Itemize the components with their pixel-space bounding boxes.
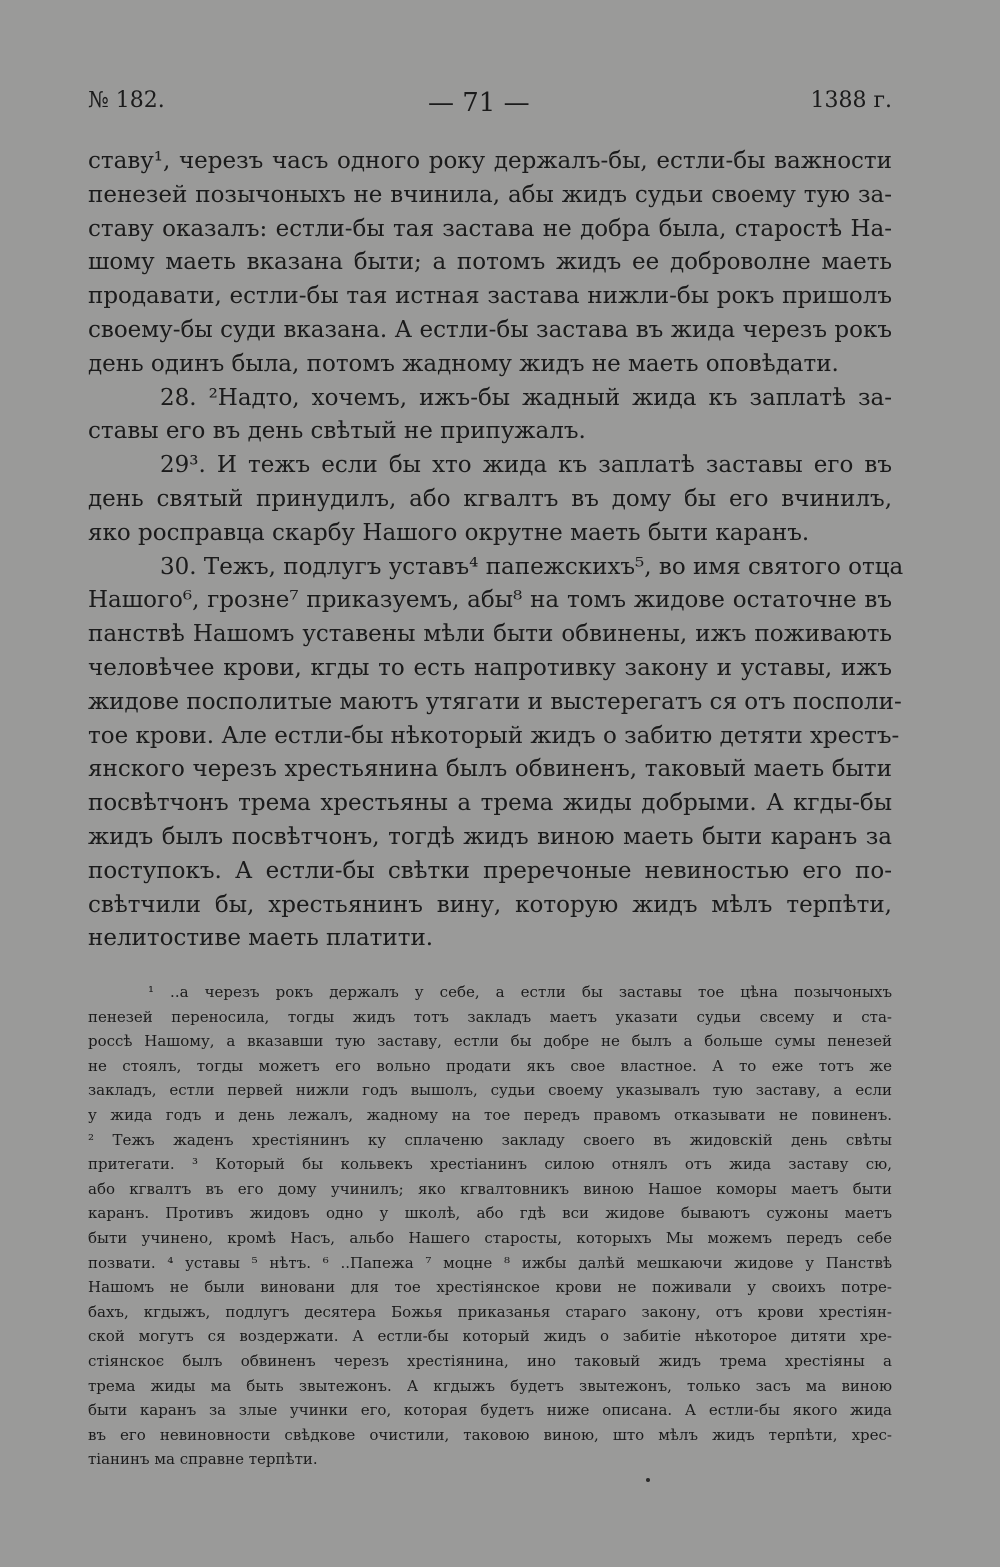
text-line: поступокъ. А естли-бы свѣтки преречоные невиностью его по- [88,857,892,884]
footnote-line: быти учинено, кромѣ Насъ, альбо Нашего старосты, которыхъ Мы можемъ передъ себе [88,1228,892,1247]
text-line: посвѣтчонъ трема хрестьяны а трема жиды добрыми. А кгды-бы [88,790,892,817]
text-line: 28. ²Надто, хочемъ, ижъ-бы жадный жида къ заплатѣ за- [160,384,892,411]
text-line: Нашого⁶, грозне⁷ приказуемъ, абы⁸ на томъ жидове остаточне въ [88,587,892,614]
footnote-line: стіянскоє былъ обвиненъ черезъ хрестіянина, ино таковый жидъ трема хрестіяны а [88,1351,892,1370]
text-line: жидъ былъ посвѣтчонъ, тогдѣ жидъ виною маеть быти каранъ за [88,823,892,850]
text-line: панствѣ Нашомъ уставены мѣли быти обвинены, ижъ поживають [88,621,892,648]
text-line: нелитостиве маеть платити. [88,925,434,952]
footnotes [88,980,892,1472]
text-line: ставы его въ день свѣтый не припужалъ. [88,418,586,445]
ink-dot [646,1478,650,1482]
text-line: ставу¹, черезъ часъ одного року держалъ-бы, естли-бы важности [88,148,892,174]
footnote-line: каранъ. Противъ жидовъ одно у школѣ, або гдѣ вси жидове бываютъ сужоны маетъ [88,1204,892,1223]
footnote-line: тіанинъ ма справне терпѣти. [88,1450,318,1469]
text-line: пенезей позычоныхъ не вчинила, абы жидъ судьи своему тую за- [88,181,892,208]
footnote-line: трема жиды ма быть звытежонъ. А кгдыжъ будетъ звытежонъ, только засъ ма виною [88,1376,892,1395]
footnote-line: ² Тежъ жаденъ хрестіянинъ ку сплаченю закладу своего въ жидовскій день свѣты [88,1130,892,1149]
text-line: тое крови. Але естли-бы нѣкоторый жидъ о забитю детяти хрестъ- [88,722,900,749]
footnote-line: не стоялъ, тогды можетъ его вольно продати якъ свое властное. А то еже тотъ же [88,1056,892,1075]
main-text [88,145,904,956]
footnote-line: ¹ ..а черезъ рокъ держалъ у себе, а естли бы заставы тое цѣна позычоныхъ [148,983,892,1001]
text-line: 29³. И тежъ если бы хто жида къ заплатѣ заставы его въ [160,452,892,479]
footnote-line: быти каранъ за злые учинки его, которая будетъ ниже описана. А естли-бы якого жида [88,1401,892,1420]
text-line: продавати, естли-бы тая истная застава нижли-бы рокъ пришолъ [88,283,892,310]
footnote-line: або кгвалтъ въ его дому учинилъ; яко кгвалтовникъ виною Нашое коморы маетъ быти [88,1179,892,1198]
page-number: — 71 — [428,88,530,118]
footnote-line: бахъ, кгдыжъ, подлугъ десятера Божья приказанья стараго закону, отъ крови хрестіян- [88,1302,892,1321]
text-line: янского черезъ хрестьянина былъ обвиненъ, таковый маеть быти [88,756,892,783]
text-line: день святый принудилъ, або кгвалтъ въ дому бы его вчинилъ, [88,485,892,512]
footnote-line: притегати. ³ Который бы кольвекъ хрестіанинъ силою отнялъ отъ жида заставу сю, [88,1155,892,1174]
footnote-line: въ его невиновности свѣдкове очистили, таковою виною, што мѣлъ жидъ терпѣти, хрес- [88,1425,892,1444]
text-line: 30. Тежъ, подлугъ уставъ⁴ папежскихъ⁵, во имя святого отца [160,553,904,580]
footnote-line: россѣ Нашому, а вказавши тую заставу, естли бы добре не былъ а больше сумы пенезей [88,1032,892,1051]
footnote-line: у жида годъ и день лежалъ, жадному на тое передъ правомъ отказывати не повиненъ. [88,1105,892,1124]
text-line: жидове посполитые маютъ утягати и выстерегатъ ся отъ посполи- [88,688,902,715]
page-header [88,88,892,118]
footnote-line: Нашомъ не были виновани для тое хрестіянское крови не поживали у своихъ потре- [88,1278,892,1297]
text-line: яко росправца скарбу Нашого окрутне маеть быти каранъ. [88,519,810,546]
text-line: шому маеть вказана быти; а потомъ жидъ ее доброволне маеть [88,249,892,276]
document-number: № 182. [88,88,165,113]
document-year: 1388 г. [810,88,892,113]
footnote-line: позвати. ⁴ уставы ⁵ нѣтъ. ⁶ ..Папежа ⁷ моцне ⁸ ижбы далѣй мешкаючи жидове у Панствѣ [88,1253,892,1272]
footnote-line: ской могутъ ся воздержати. А естли-бы который жидъ о забитіе нѣкоторое дитяти хре- [88,1327,892,1346]
footnote-line: пенезей переносила, тогды жидъ тотъ закладъ маетъ указати судьи свсему и ста- [88,1007,892,1026]
text-line: своему-бы суди вказана. А естли-бы застава въ жида черезъ рокъ [88,316,892,343]
text-line: свѣтчили бы, хрестьянинъ вину, которую жидъ мѣлъ терпѣти, [88,891,892,918]
text-line: человѣчее крови, кгды то есть напротивку закону и уставы, ижъ [88,654,892,681]
text-line: ставу оказалъ: естли-бы тая застава не добра была, старостѣ На- [88,215,892,242]
footnote-line: закладъ, естли первей нижли годъ вышолъ, судьи своему указывалъ тую заставу, а если [88,1081,892,1100]
text-line: день одинъ была, потомъ жадному жидъ не маеть оповѣдати. [88,350,839,377]
